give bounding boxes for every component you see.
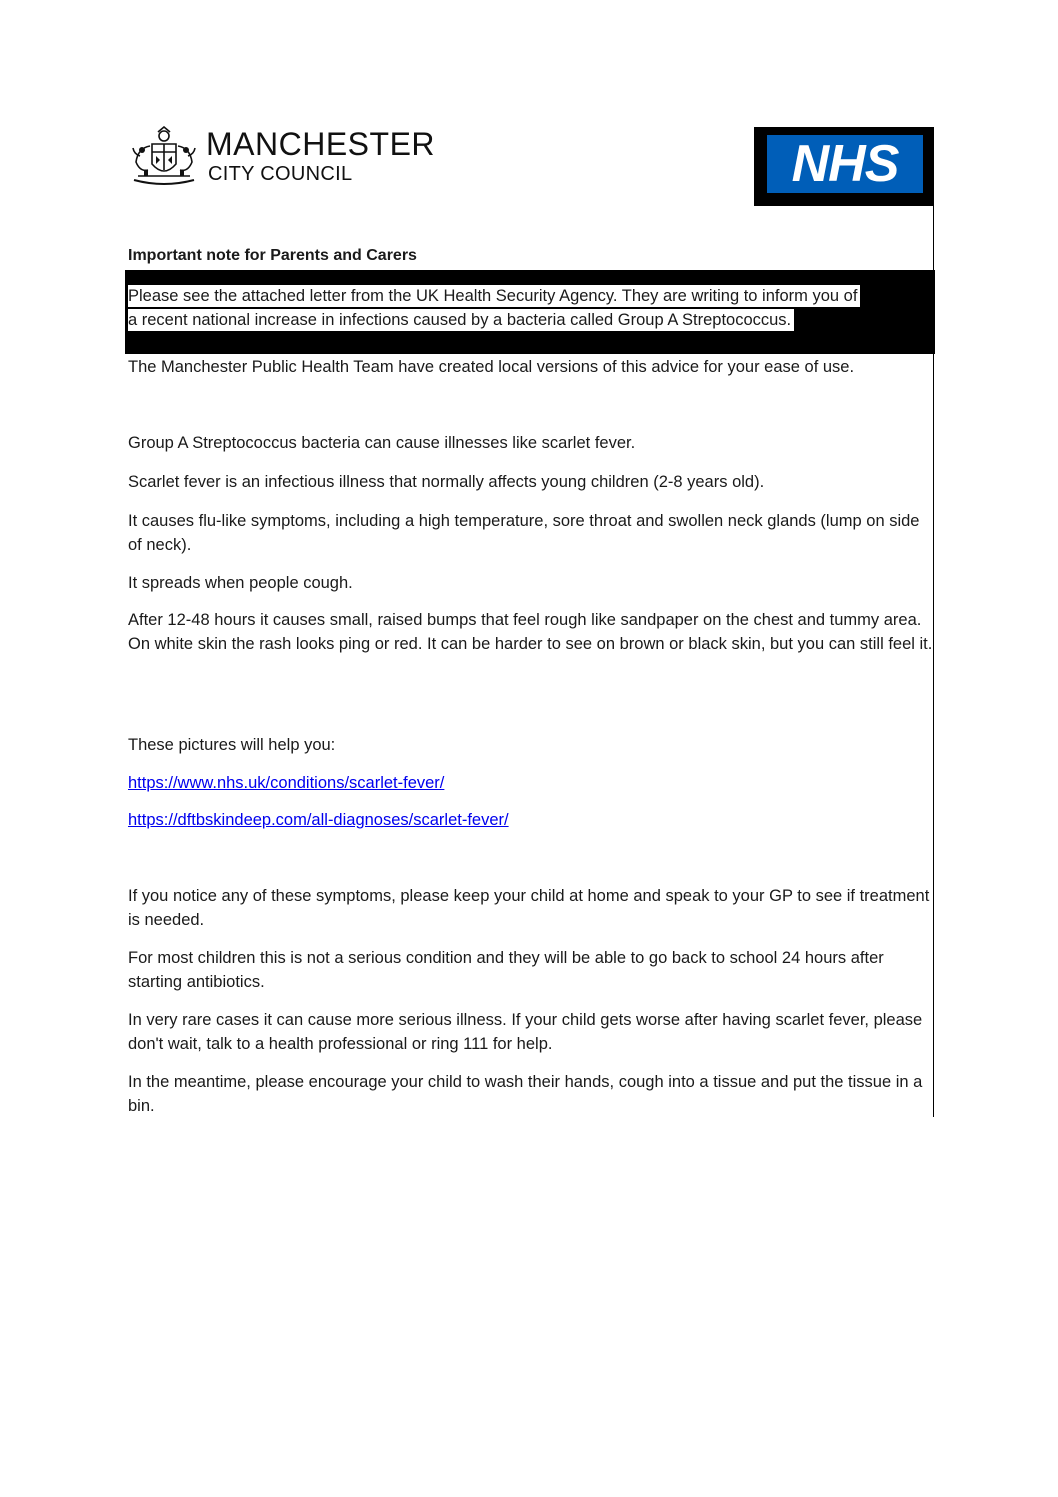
paragraph-most-children: For most children this is not a serious condition and they will be able to go back to school 24 hours after starting antibiotics. [128, 949, 884, 991]
nhs-logo-text: NHS [767, 135, 923, 193]
highlight-line-2: a recent national increase in infections caused by a bacteria called Group A Streptococcus. [128, 309, 794, 331]
dftb-skin-deep-link[interactable]: https://dftbskindeep.com/all-diagnoses/scarlet-fever/ [128, 811, 509, 829]
manchester-city-council-logo [130, 126, 436, 188]
paragraph-scarlet-fever: Scarlet fever is an infectious illness that normally affects young children (2-8 years old). [128, 473, 765, 491]
council-name-line1: MANCHESTER [206, 126, 436, 162]
paragraph-notice-symptoms: If you notice any of these symptoms, please keep your child at home and speak to your GP to see if treatment is needed. [128, 887, 930, 929]
paragraph-meantime: In the meantime, please encourage your child to wash their hands, cough into a tissue and put the tissue in a bin. [128, 1073, 923, 1115]
paragraph-local-versions: The Manchester Public Health Team have created local versions of this advice for your ease of use. [128, 358, 855, 376]
page-title: Important note for Parents and Carers [128, 247, 417, 264]
coat-of-arms-icon [130, 126, 198, 188]
nhs-scarlet-fever-link[interactable]: https://www.nhs.uk/conditions/scarlet-fever/ [128, 774, 445, 792]
nhs-scarlet-fever-link-line [128, 771, 933, 795]
paragraph-spread: It spreads when people cough. [128, 574, 353, 592]
paragraph-pictures: These pictures will help you: [128, 736, 336, 754]
nhs-logo [754, 127, 934, 206]
paragraph-symptoms: It causes flu-like symptoms, including a high temperature, sore throat and swollen neck glands (lump on side of neck). [128, 512, 920, 554]
council-name-line2: CITY COUNCIL [208, 163, 353, 185]
dftb-skin-deep-link-line [128, 808, 933, 832]
paragraph-rare-cases: In very rare cases it can cause more serious illness. If your child gets worse after having scarlet fever, please don't wait, talk to a health professional or ring 111 for help. [128, 1011, 923, 1053]
paragraph-group-a-strep: Group A Streptococcus bacteria can cause illnesses like scarlet fever. [128, 434, 636, 452]
highlight-line-1: Please see the attached letter from the UK Health Security Agency. They are writing to inform you of [128, 285, 860, 307]
paragraph-rash: After 12-48 hours it causes small, raised bumps that feel rough like sandpaper on the chest and tummy area. On white skin the rash looks ping or red. It can be harder to see on brown or black skin, but you can still feel it. [128, 611, 933, 653]
